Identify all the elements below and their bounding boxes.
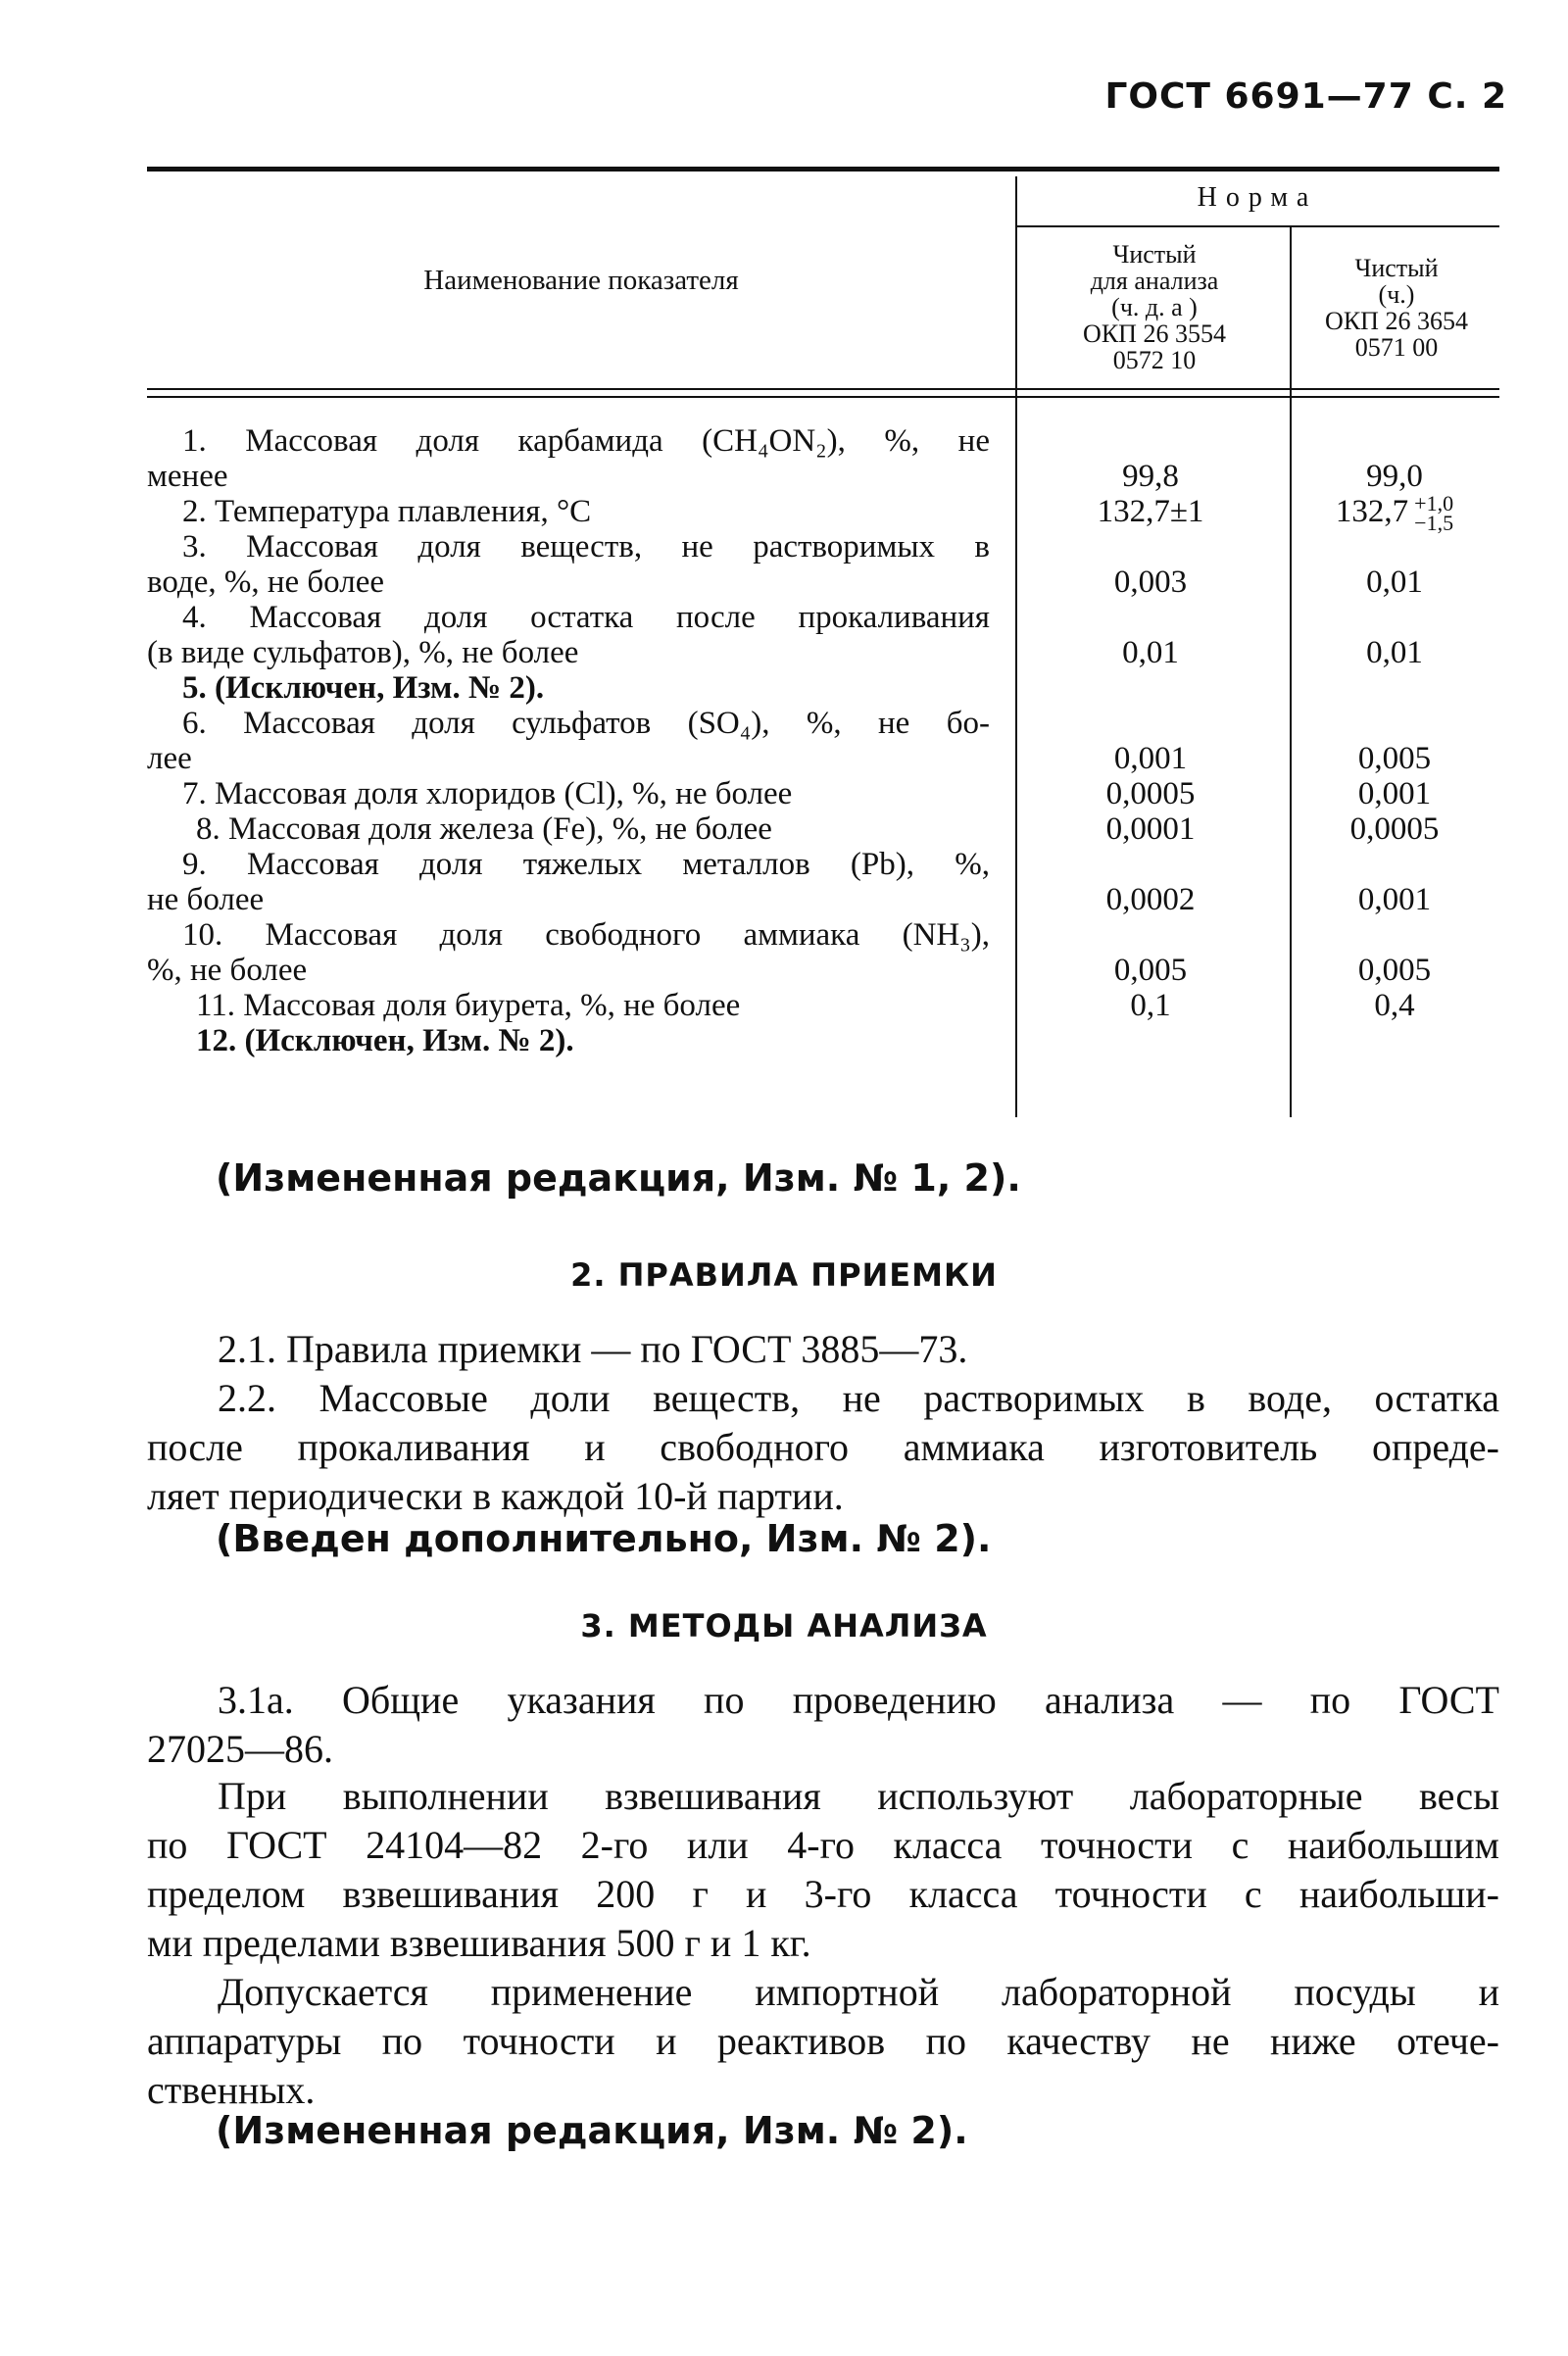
table-top-rule: [147, 167, 1499, 172]
table-header-rule: [147, 388, 1499, 398]
column-header-norm: Норма: [1197, 182, 1318, 213]
amendment-note-2: (Введен дополнительно, Изм. № 2).: [216, 1517, 992, 1560]
norm-header-rule: [1015, 225, 1499, 227]
column-header-pure-for-analysis: Чистый для анализа (ч. д. а ) ОКП 26 3554 0572 10: [1083, 240, 1226, 374]
norms-table: Наименование показателя Норма Чистый для анализа (ч. д. а ) ОКП 26 3554 0572 10 Чистый (ч.) ОКП 26 3654 0571 00 1. Массовая доля карбамида (CH₄ON₂), %, не менее 99,8 99,0 2. Температура плавления, °С 132,7±1 132,7 +1,0 −1,5 3. Массовая доля веществ, не растворимых в воде, %, не более 0,003 0,01 4. Массовая доля остатка после прокаливания (в виде сульфатов), %, не более 0,01 0,01 5. (Исключен, Изм. № 2). 6. Массовая доля сульфатов (SO₄), %, не бо- лее 0,001 0,005 7. Массовая доля хлоридов (Cl), %, не более 0,0005 0,001 8. Массовая доля железа (Fe), %, не более 0,0001 0,0005 9. Массовая доля тяжелых металлов (Pb), %, не более 0,0002 0,001 10. Массовая доля свободного аммиака (NH₃), %, не более 0,005 0,005 11. Массовая доля биурета, %, не более 0,1 0,4 12. (Исключен, Изм. № 2).: [147, 167, 1499, 1127]
paragraph-2-1: 2.1. Правила приемки — по ГОСТ 3885—73.: [218, 1327, 968, 1371]
amendment-note-1: (Измененная редакция, Изм. № 1, 2).: [216, 1156, 1021, 1200]
paragraph-3-1a-equipment: Допускается применение импортной лабораторной посуды и аппаратуры по точности и реактивов по качеству не ниже отече- ственных.: [147, 1970, 1499, 2112]
paragraph-3-1a: 3.1а. Общие указания по проведению анализа — по ГОСТ 27025—86.: [147, 1678, 1499, 1771]
section-3-title: 3. МЕТОДЫ АНАЛИЗА: [580, 1607, 988, 1644]
paragraph-2-2: 2.2. Массовые доли веществ, не растворимых в воде, остатка после прокаливания и свободного аммиака изготовитель опреде- ляет периодически в каждой 10-й партии.: [147, 1376, 1499, 1518]
paragraph-3-1a-weighing: При выполнении взвешивания используют лабораторные весы по ГОСТ 24104—82 2-го или 4-го класса точности с наибольшим пределом взвешивания 200 г и 3-го класса точности с наибольши- ми пределами взвешивания 500 г и 1 кг.: [147, 1774, 1499, 1965]
amendment-note-3: (Измененная редакция, Изм. № 2).: [216, 2109, 968, 2152]
column-header-pure: Чистый (ч.) ОКП 26 3654 0571 00: [1325, 254, 1468, 362]
section-2-title: 2. ПРАВИЛА ПРИЕМКИ: [570, 1256, 998, 1294]
page-header: ГОСТ 6691—77 С. 2: [1104, 76, 1507, 117]
column-header-name: Наименование показателя: [423, 265, 739, 296]
